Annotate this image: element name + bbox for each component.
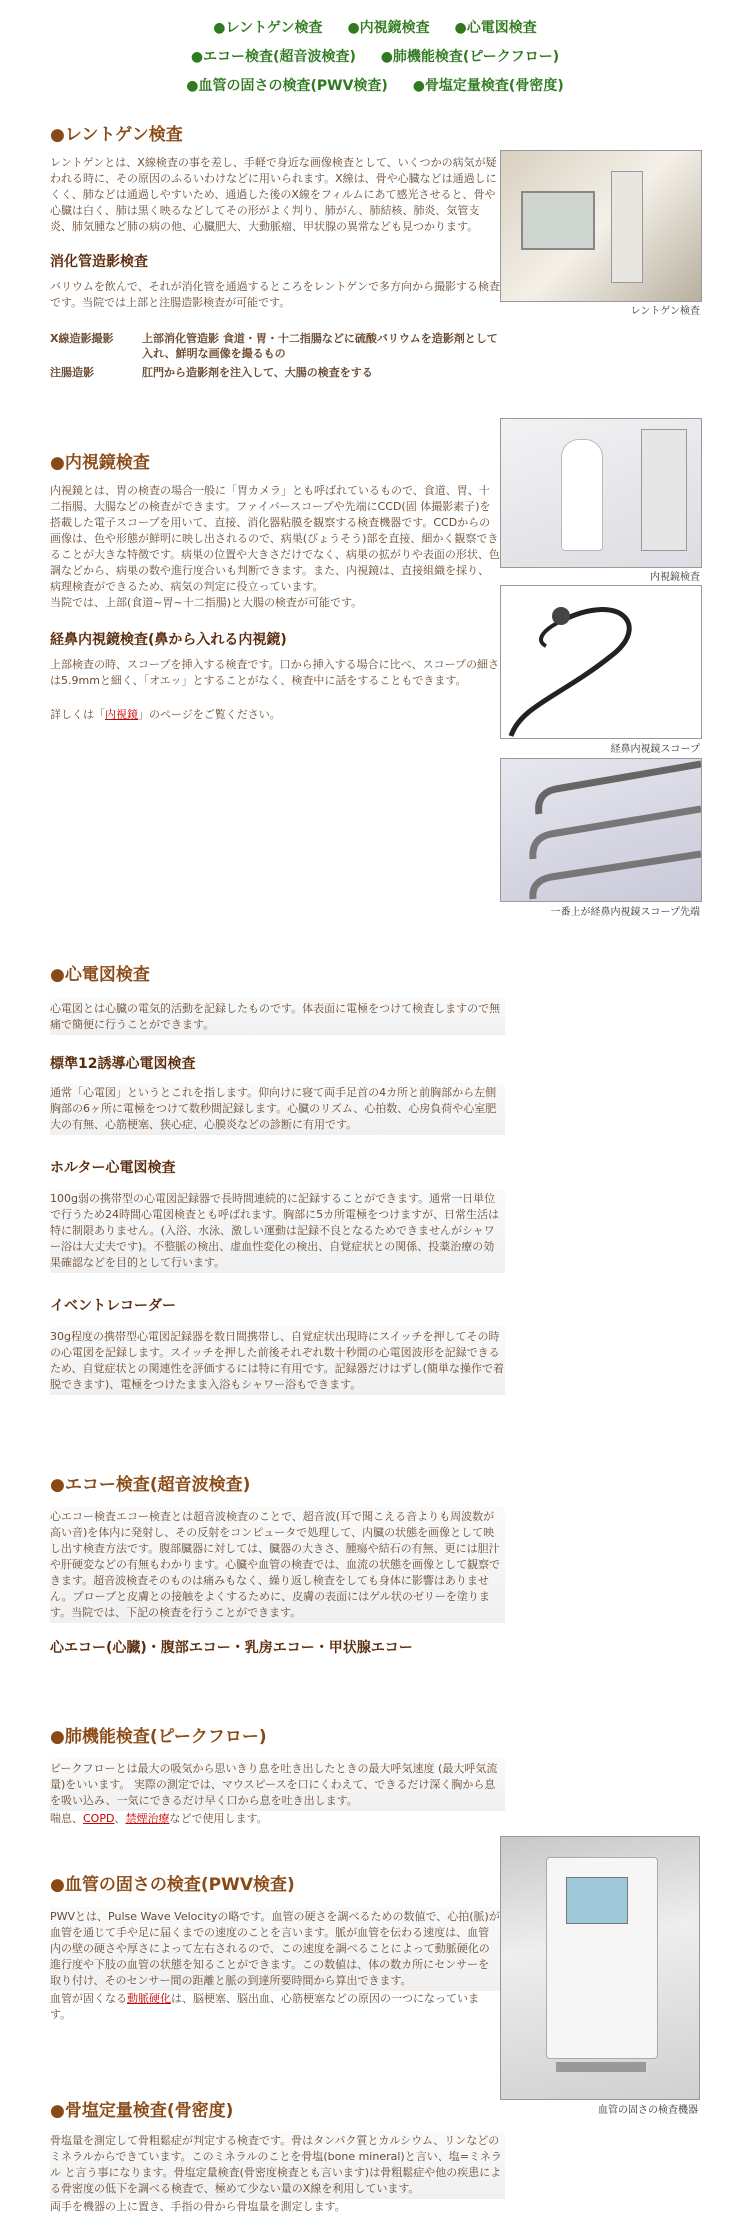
pwv-body: PWVとは、Pulse Wave Velocityの略です。血管の硬さを調べるための数値で、心拍(脈)が血管を通じて手や足に届くまでの速度のことを言います。脈が血管を伝わる速度は、血管内の壁の硬さや厚さによって左右されるので、この速度を調べることによって動脈硬化の進行度や下肢の血管の状態を知ることができます。この数値は、体の数カ所にセンサーを取り付け、そのセンサー間の距離と脈の到達所要時間から算出できます。 [50, 1907, 500, 1991]
scope-caption: 経鼻内視鏡スコープ [610, 744, 700, 755]
ecg-s2-body: 100g弱の携帯型の心電図記録器で長時間連続的に記録することができます。通常一日単位で行うため24時間心電図検査とも呼ばれます。胸部に5カ所電極をつけますが、日常生活は特に制限ありません。(入浴、水泳、激しい運動は記録不良となるためできませんがシャワー浴は大丈夫です)。不整脈の検出、虚血性変化の検出、自覚症状との関係、投薬治療の効果確認などを目的として行います。 [50, 1189, 505, 1273]
ecg-s2-title: ホルター心電図検査 [50, 1160, 176, 1176]
xray-caption: レントゲン検査 [630, 306, 700, 317]
pwv-caption: 血管の固さの検査機器 [598, 2105, 698, 2116]
nav-link-xray[interactable]: ●レントゲン検査 [213, 20, 323, 36]
bone-body: 骨塩量を測定して骨粗鬆症が判定する検査です。骨はタンパク質とカルシウム、リンなどのミネラルからできています。このミネラルのことを骨塩(bone mineral)と言い、塩=ミネラル と言う事になります。骨塩定量検査(骨密度検査とも言います)は骨粗鬆症や他の疾患による骨密度の低下を調べる検査で、極めて少ない量のX線を利用しています。 [50, 2131, 505, 2199]
endoscopy-title: ●内視鏡検査 [50, 453, 150, 473]
lung-uses-suffix: などで使用します。 [169, 1812, 268, 1825]
endoscopy-sub-body: 上部検査の時、スコープを挿入する検査です。口から挿入する場合に比べ、スコープの細さは5.9mmと細く、「オエッ」とすることがなく、検査中に話をすることもできます。 [50, 658, 500, 687]
copd-link[interactable]: COPD [83, 1812, 115, 1825]
nav-row-2 [0, 43, 750, 72]
xray-photo [500, 150, 702, 302]
table-row [50, 329, 500, 363]
cart-shape [641, 429, 687, 551]
device-screen-shape [566, 1877, 628, 1924]
xray-row-label: 注腸造影 [50, 366, 94, 379]
xray-row-value: 肛門から造影剤を注入して、大腸の検査をする [142, 366, 373, 379]
bone-title: ●骨塩定量検査(骨密度) [50, 2101, 234, 2121]
lung-section [50, 1722, 505, 1827]
nav-link-bone[interactable]: ●骨塩定量検査(骨密度) [412, 78, 564, 94]
lung-body: ピークフローとは最大の吸気から思いきり息を吐き出したときの最大呼気速度 (最大呼気流量)をいいます。 実際の測定では、マウスピースを口にくわえて、できるだけ深く胸から息を吸い込み、一気にできるだけ早く口から息を吐き出します。 [50, 1759, 505, 1811]
endoscopy-photo [500, 418, 702, 568]
bone-body2: 両手を機器の上に置き、手指の骨から骨塩量を測定します。 [50, 2200, 346, 2213]
lung-title: ●肺機能検査(ピークフロー) [50, 1727, 267, 1747]
more-suffix: 」のページをご覧ください。 [138, 708, 281, 721]
doctor-shape [561, 439, 603, 551]
lung-uses-prefix: 喘息、 [50, 1812, 83, 1825]
endoscopy-body: 内視鏡とは、胃の検査の場合一般に「胃カメラ」とも呼ばれているもので、食道、胃、十二指腸、大腸などの検査ができます。ファイバースコープや先端にCCD(固 体撮影素子)を搭載した電子スコープを用いて、直接、消化器粘膜を観察する検査機器です。CCDからの画像は、色や形態が鮮明に映し出されるので、病巣(びょうそう)部を直接、細かく観察できることが大きな特徴です。病巣の位置や大きさだけでなく、病巣の拡がりや表面の形状、色調などから、病巣の数や進行度合いも判断できます。また、内視鏡は、直接組織を採り、病理検査ができるため、病気の判定に役立っています。 [50, 484, 500, 593]
xray-table [50, 329, 500, 382]
more-prefix: 詳しくは「 [50, 708, 105, 721]
quit-smoking-link[interactable]: 禁煙治療 [125, 1812, 170, 1825]
arteriosclerosis-link[interactable]: 動脈硬化 [127, 1992, 171, 2005]
echo-title: ●エコー検査(超音波検査) [50, 1475, 251, 1495]
pwv-title: ●血管の固さの検査(PWV検査) [50, 1875, 295, 1895]
pwv-note-suffix: は、脳梗塞、脳出血、心筋梗塞などの原因の一つになっています。 [50, 1992, 479, 2021]
nav-row-3 [0, 72, 750, 101]
table-row [50, 363, 500, 382]
xray-sub-title: 消化管造影検査 [50, 254, 148, 270]
pwv-note-prefix: 血管が固くなる [50, 1992, 127, 2005]
stand-shape [611, 171, 643, 283]
scope-tip-caption: 一番上が経鼻内視鏡スコープ先端 [550, 907, 700, 918]
xray-sub-body: バリウムを飲んで、それが消化管を通過するところをレントゲンで多方向から撮影する検査です。当院では上部と注腸造影検査が可能です。 [50, 280, 500, 309]
endoscopy-section [50, 448, 500, 723]
scope-photo [500, 585, 702, 739]
scope-drawing [501, 586, 701, 738]
echo-list: 心エコー(心臓)・腹部エコー・乳房エコー・甲状腺エコー [50, 1640, 413, 1656]
scope-tip-drawing [501, 759, 701, 901]
ecg-s3-body: 30g程度の携帯型心電図記録器を数日間携帯し、自覚症状出現時にスイッチを押してその時の心電図を記録します。スイッチを押した前後それぞれ数十秒間の心電図波形を記録できるため、自覚症状との関連性を評価するには特に有用です。記録器だけはずし(簡単な操作で着脱できます)、電極をつけたまま入浴もシャワー浴もできます。 [50, 1327, 505, 1395]
top-nav [0, 0, 750, 101]
nav-link-echo[interactable]: ●エコー検査(超音波検査) [190, 49, 356, 65]
xray-section [50, 120, 500, 382]
ecg-s1-title: 標準12誘導心電図検査 [50, 1056, 196, 1072]
scope-tip-photo [500, 758, 702, 902]
nav-link-lung[interactable]: ●肺機能検査(ピークフロー) [380, 49, 560, 65]
endoscopy-sub-title: 経鼻内視鏡検査(鼻から入れる内視鏡) [50, 632, 287, 648]
xray-body: レントゲンとは、X線検査の事を差し、手軽で身近な画像検査として、いくつかの病気が疑われる時に、その原因のふるいわけなどに用いられます。X線は、骨や心臓などは通過しにくく、肺などは通過しやすいため、通過した後のX線をフィルムにあて感光させると、骨や心臓は白く、肺は黒く映るなどしてその形がよく判り、肺がん、肺結核、肺炎、気管支炎、肺気腫など肺の病の他、心臓肥大、大動脈瘤、甲状腺の異常なども見つかります。 [50, 156, 497, 233]
endoscopy-link[interactable]: 内視鏡 [105, 708, 138, 721]
endoscopy-caption: 内視鏡検査 [650, 572, 700, 583]
nav-row-1 [0, 14, 750, 43]
pwv-note [50, 1991, 500, 2023]
pwv-device-photo [500, 1836, 700, 2100]
ecg-s1-body: 通常「心電図」というとこれを指します。仰向けに寝て両手足首の4カ所と前胸部から左側胸部の6ヶ所に電極をつけて数秒間記録します。心臓のリズム、心拍数、心房負荷や心室肥大の有無、心筋梗塞、狭心症、心膜炎などの診断に有用です。 [50, 1083, 505, 1135]
device-base-shape [556, 2062, 646, 2072]
endoscopy-more [50, 707, 500, 723]
xray-row-label: X線造影撮影 [50, 332, 114, 345]
monitor-shape [521, 191, 595, 250]
ecg-s3-title: イベントレコーダー [50, 1298, 176, 1314]
ecg-section [50, 960, 505, 1395]
pwv-section [50, 1870, 500, 2023]
ecg-body: 心電図とは心臓の電気的活動を記録したものです。体表面に電極をつけて検査しますので無痛で簡便に行うことができます。 [50, 999, 505, 1035]
echo-section [50, 1470, 505, 1657]
xray-title: ●レントゲン検査 [50, 125, 183, 145]
nav-link-endoscopy[interactable]: ●内視鏡検査 [347, 20, 430, 36]
echo-body: 心エコー検査エコー検査とは超音波検査のことで、超音波(耳で聞こえる音よりも周波数が高い音)を体内に発射し、その反射をコンピュータで処理して、内臓の状態を画像として映し出す検査方法です。腹部臓器に対しては、臓器の大きさ、腫瘍や結石の有無、更には胆汁や肝硬変などの有無もわかります。心臓や血管の検査では、血流の状態を画像として観察できます。超音波検査そのものは痛みもなく、繰り返し検査をしても身体に影響はありません。プローブと皮膚との接触をよくするために、皮膚の表面にはゲル状のゼリーを塗ります。当院では、下記の検査を行うことができます。 [50, 1507, 505, 1623]
endoscopy-body2: 当院では、上部(食道~胃~十二指腸)と大腸の検査が可能です。 [50, 596, 363, 609]
xray-row-value: 上部消化管造影 食道・胃・十二指腸などに硫酸バリウムを造影剤として入れ、鮮明な画像を撮るもの [142, 332, 498, 360]
lung-uses [50, 1811, 505, 1827]
nav-link-ecg[interactable]: ●心電図検査 [454, 20, 537, 36]
lung-uses-sep: 、 [114, 1812, 126, 1825]
nav-link-pwv[interactable]: ●血管の固さの検査(PWV検査) [186, 78, 388, 94]
bone-section [50, 2096, 505, 2215]
ecg-title: ●心電図検査 [50, 965, 150, 985]
